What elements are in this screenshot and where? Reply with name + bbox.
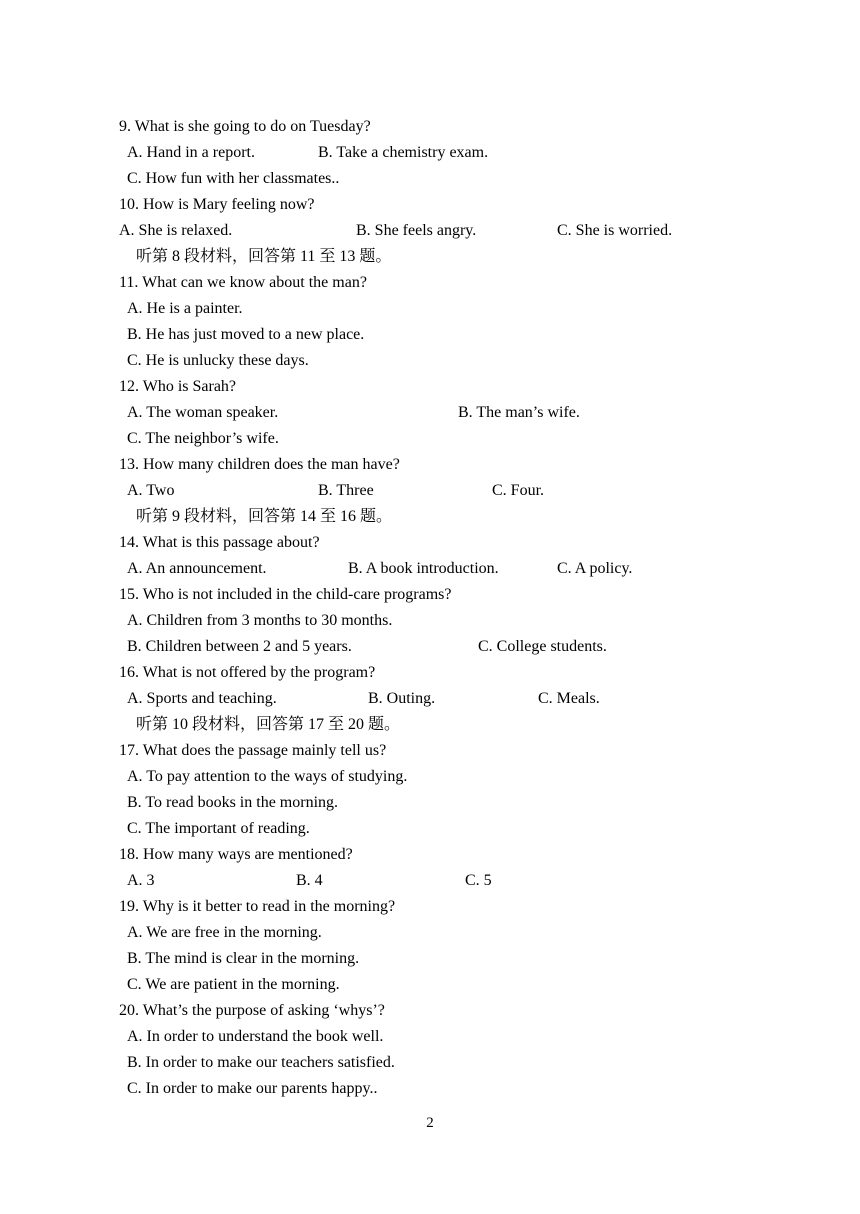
option-19c: C. We are patient in the morning. — [127, 976, 340, 993]
option-9a: A. Hand in a report. — [127, 144, 255, 161]
option-12c: C. The neighbor’s wife. — [127, 430, 279, 447]
question-17: 17. What does the passage mainly tell us? — [119, 742, 387, 759]
question-15: 15. Who is not included in the child-care programs? — [119, 586, 452, 603]
option-11b: B. He has just moved to a new place. — [127, 326, 365, 343]
option-10b: B. She feels angry. — [356, 222, 477, 239]
option-9c: C. How fun with her classmates.. — [127, 170, 340, 187]
option-17c: C. The important of reading. — [127, 820, 310, 837]
option-15b: B. Children between 2 and 5 years. — [127, 638, 352, 655]
option-10a: A. She is relaxed. — [119, 222, 233, 239]
option-20b: B. In order to make our teachers satisfied. — [127, 1054, 395, 1071]
question-19: 19. Why is it better to read in the morning? — [119, 898, 396, 915]
question-11: 11. What can we know about the man? — [119, 274, 367, 291]
option-18c: C. 5 — [465, 872, 492, 889]
option-13c: C. Four. — [492, 482, 545, 499]
option-10c: C. She is worried. — [557, 222, 673, 239]
option-18b: B. 4 — [296, 872, 323, 889]
question-20: 20. What’s the purpose of asking ‘whys’? — [119, 1002, 385, 1019]
option-11c: C. He is unlucky these days. — [127, 352, 309, 369]
question-12: 12. Who is Sarah? — [119, 378, 237, 395]
option-9b: B. Take a chemistry exam. — [318, 144, 489, 161]
option-13a: A. Two — [127, 482, 175, 499]
section-heading-10: 听第 10 段材料，回答第 17 至 20 题。 — [136, 716, 401, 733]
option-19a: A. We are free in the morning. — [127, 924, 322, 941]
option-14a: A. An announcement. — [127, 560, 267, 577]
option-19b: B. The mind is clear in the morning. — [127, 950, 360, 967]
question-16: 16. What is not offered by the program? — [119, 664, 376, 681]
option-20a: A. In order to understand the book well. — [127, 1028, 384, 1045]
option-16c: C. Meals. — [538, 690, 600, 707]
option-18a: A. 3 — [127, 872, 155, 889]
section-heading-9: 听第 9 段材料，回答第 14 至 16 题。 — [136, 508, 393, 525]
question-14: 14. What is this passage about? — [119, 534, 320, 551]
option-14c: C. A policy. — [557, 560, 633, 577]
option-11a: A. He is a painter. — [127, 300, 243, 317]
question-13: 13. How many children does the man have? — [119, 456, 400, 473]
option-17a: A. To pay attention to the ways of studying. — [127, 768, 408, 785]
option-17b: B. To read books in the morning. — [127, 794, 339, 811]
option-12a: A. The woman speaker. — [127, 404, 279, 421]
option-16a: A. Sports and teaching. — [127, 690, 277, 707]
option-12b: B. The man’s wife. — [458, 404, 580, 421]
question-9: 9. What is she going to do on Tuesday? — [119, 118, 371, 135]
question-18: 18. How many ways are mentioned? — [119, 846, 353, 863]
option-13b: B. Three — [318, 482, 374, 499]
question-10: 10. How is Mary feeling now? — [119, 196, 315, 213]
option-14b: B. A book introduction. — [348, 560, 499, 577]
section-heading-8: 听第 8 段材料，回答第 11 至 13 题。 — [136, 248, 392, 265]
option-16b: B. Outing. — [368, 690, 436, 707]
option-20c: C. In order to make our parents happy.. — [127, 1080, 378, 1097]
page-number: 2 — [426, 1115, 434, 1131]
option-15a: A. Children from 3 months to 30 months. — [127, 612, 393, 629]
option-15c: C. College students. — [478, 638, 607, 655]
